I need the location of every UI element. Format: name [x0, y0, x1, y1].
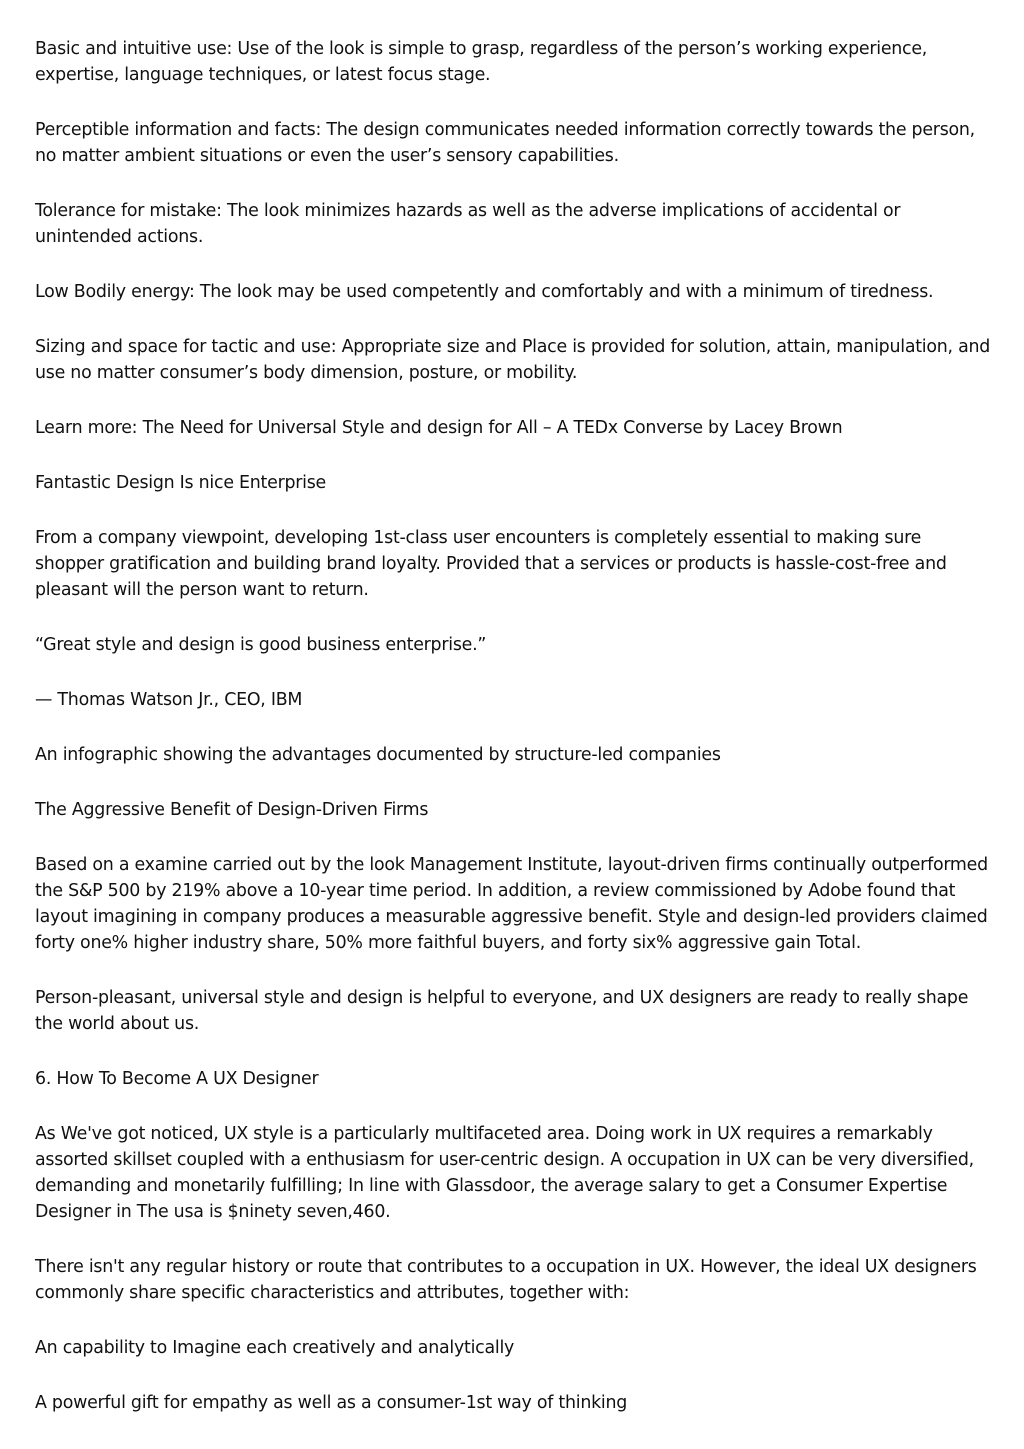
paragraph-universal-design-principle-simple-use: Basic and intuitive use: Use of the look is simple to grasp, regardless of the person’s working experience, expertise, language techniques, or latest focus stage. — [35, 39, 928, 85]
paragraph-company-viewpoint: From a company viewpoint, developing 1st-class user encounters is completely essential to making sure shopper gratification and building brand loyalty. Provided that a services or products is hassle-cost-free and pleasant will the person want to return. — [35, 528, 947, 600]
paragraph-no-regular-route: There isn't any regular history or route that contributes to a occupation in UX. However, the ideal UX designers commonly share specific characteristics and attributes, together with: — [35, 1257, 977, 1303]
list-item-creative-analytical: An capability to Imagine each creatively and analytically — [35, 1338, 515, 1358]
quote-attribution: — Thomas Watson Jr., CEO, IBM — [35, 690, 303, 710]
paragraph-universal-design-principle-perceptible-info: Perceptible information and facts: The design communicates needed information correctly towards the person, no matter ambient situations or even the user’s sensory capabilities. — [35, 120, 975, 166]
section-heading-competitive-benefit: The Aggressive Benefit of Design-Driven Firms — [35, 800, 429, 820]
paragraph-universal-design-principle-tolerance-for-error: Tolerance for mistake: The look minimizes hazards as well as the adverse implications of accidental or unintended actions. — [35, 201, 901, 247]
list-item-empathy: A powerful gift for empathy as well as a consumer-1st way of thinking — [35, 1393, 628, 1413]
section-heading-good-design-good-business: Fantastic Design Is nice Enterprise — [35, 473, 326, 493]
infographic-caption: An infographic showing the advantages documented by structure-led companies — [35, 745, 721, 765]
document-body — [35, 36, 995, 1445]
quote-text: “Great style and design is good business enterprise.” — [35, 635, 487, 655]
section-heading-how-to-become-ux-designer: 6. How To Become A UX Designer — [35, 1069, 319, 1089]
paragraph-universal-design-principle-low-physical-effort: Low Bodily energy: The look may be used competently and comfortably and with a minimum of tiredness. — [35, 282, 934, 302]
paragraph-learn-more: Learn more: The Need for Universal Style and design for All – A TEDx Converse by Lacey Brown — [35, 418, 843, 438]
paragraph-design-management-study: Based on a examine carried out by the look Management Institute, layout-driven firms continually outperformed the S&P 500 by 219% above a 10-year time period. In addition, a review commissioned by Adobe found that layout imagining in company produces a measurable aggressive benefit. Style and design-led providers claimed forty one% higher industry share, 50% more faithful buyers, and forty six% aggressive gain Total. — [35, 855, 988, 953]
paragraph-universal-design-helpful: Person-pleasant, universal style and design is helpful to everyone, and UX designers are ready to really shape the world about us. — [35, 988, 969, 1034]
paragraph-universal-design-principle-size-and-space: Sizing and space for tactic and use: Appropriate size and Place is provided for solution, attain, manipulation, and use no matter consumer’s body dimension, posture, or mobility. — [35, 337, 991, 383]
paragraph-ux-multifaceted: As We've got noticed, UX style is a particularly multifaceted area. Doing work in UX requires a remarkably assorted skillset coupled with a enthusiasm for user-centric design. A occupation in UX can be very diversified, demanding and monetarily fulfilling; In line with Glassdoor, the average salary to get a Consumer Expertise Designer in The usa is $ninety seven,460. — [35, 1124, 974, 1222]
